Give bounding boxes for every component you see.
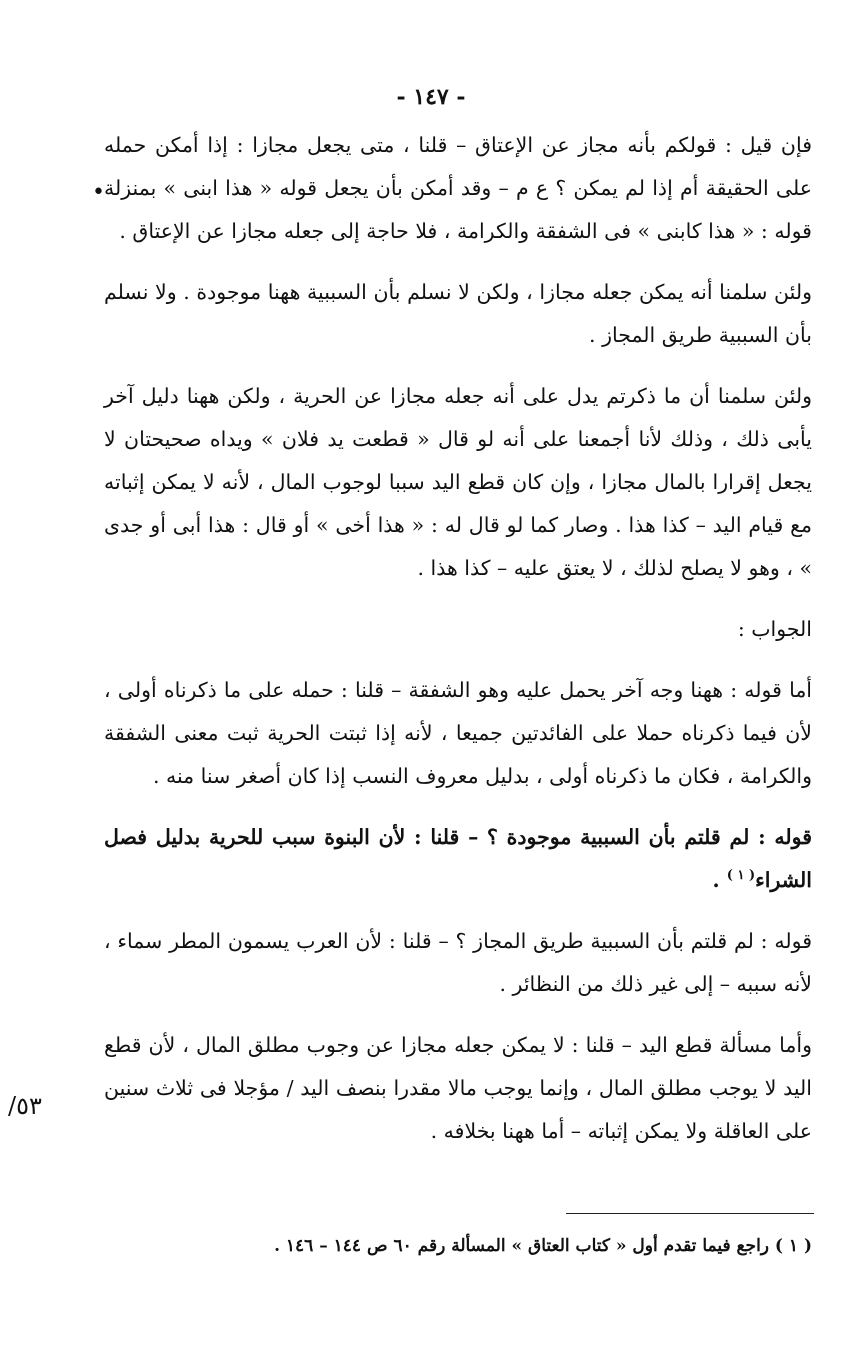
paragraph-answer-compassion: أما قوله : ههنا وجه آخر يحمل عليه وهو الشفقة – قلنا : حمله على ما ذكرناه أولى ، لأن فيما ذكرناه حملا على الفائدتين جميعا ، لأنه إذا ثبتت الحرية ثبت معنى الشفقة والكرامة ، فكان ما ذكرناه أولى ، بدليل معروف النسب إذا كان أصغر سنا منه . bbox=[104, 678, 812, 788]
paragraph-answer-metaphor: قوله : لم قلتم بأن السببية طريق المجاز ؟ – قلنا : لأن العرب يسمون المطر سماء ، لأنه سببه – إلى غير ذلك من النظائر . bbox=[104, 929, 812, 996]
footnote-reference: ( ١ ) bbox=[726, 868, 756, 884]
margin-folio-reference: ٥٣/ bbox=[8, 1092, 42, 1120]
paragraph-answer-hand: وأما مسألة قطع اليد – قلنا : لا يمكن جعله مجازا عن وجوب مطلق المال ، لأن قطع اليد لا يوجب مطلق المال ، وإنما يوجب مالا مقدرا بنصف اليد / مؤجلا فى ثلاث سنين على العاقلة ولا يمكن إثباته – أما ههنا بخلافه . bbox=[104, 1033, 812, 1143]
paragraph-concession-causality: ولئن سلمنا أنه يمكن جعله مجازا ، ولكن لا نسلم بأن السببية ههنا موجودة . ولا نسلم بأن السببية طريق المجاز . bbox=[104, 280, 812, 347]
paragraph-answer-causality-text: قوله : لم قلتم بأن السببية موجودة ؟ – قلنا : لأن البنوة سبب للحرية بدليل فصل الشراء bbox=[104, 825, 812, 892]
paragraph-answer-causality-tail: . bbox=[712, 868, 727, 892]
footnote-divider bbox=[566, 1213, 814, 1214]
paragraph-concession-freedom: ولئن سلمنا أن ما ذكرتم يدل على أنه جعله مجازا عن الحرية ، ولكن ههنا دليل آخر يأبى ذلك ، وذلك لأنا أجمعنا على أنه لو قال « قطعت يد فلان » ويداه صحيحتان لا يجعل إقرارا بالمال مجازا ، وإن كان قطع اليد سببا لوجوب المال ، لأنه لا يمكن إثباته مع قيام اليد – كذا هذا . وصار كما لو قال له : « هذا أخى » أو قال : هذا أبى أو جدى » ، وهو لا يصلح لذلك ، لا يعتق عليه – كذا هذا . bbox=[104, 384, 812, 580]
page-number: - ١٤٧ - bbox=[396, 84, 466, 110]
body-text bbox=[104, 124, 812, 1171]
stray-mark: • bbox=[92, 180, 105, 205]
paragraph-answer-causality bbox=[104, 816, 812, 902]
paragraph-answer-heading: الجواب : bbox=[737, 617, 812, 641]
paragraph-objection: فإن قيل : قولكم بأنه مجاز عن الإعتاق – قلنا ، متى يجعل مجازا : إذا أمكن حمله على الحقيقة أم إذا لم يمكن ؟ ع م – وقد أمكن بأن يجعل قوله « هذا ابنى » بمنزلة قوله : « هذا كابنى » فى الشفقة والكرامة ، فلا حاجة إلى جعله مجازا عن الإعتاق . bbox=[104, 133, 812, 243]
footnote: ( ١ ) راجع فيما تقدم أول « كتاب العتاق » المسألة رقم ٦٠ ص ١٤٤ – ١٤٦ . bbox=[274, 1236, 812, 1256]
